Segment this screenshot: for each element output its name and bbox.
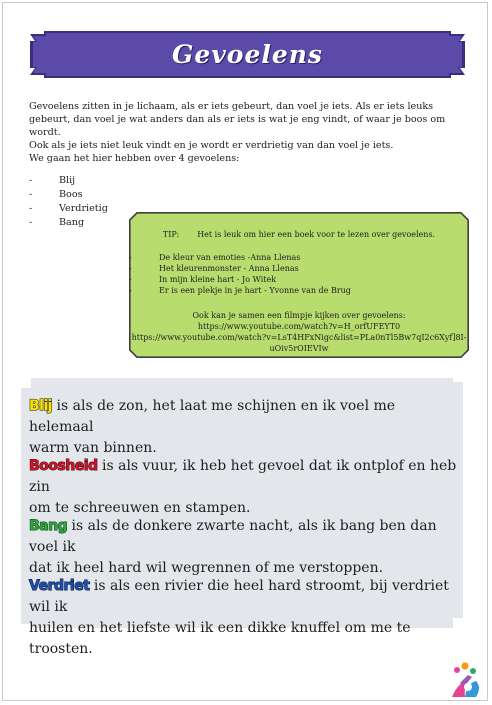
tip-box [129, 212, 469, 358]
intro-line: We gaan het hier hebben over 4 gevoelens: [29, 153, 240, 164]
list-item: - Bang [29, 217, 85, 228]
logo-icon [446, 661, 486, 701]
video-link-1[interactable]: https://www.youtube.com/watch?v=H_orfUFEYT0 [197, 322, 401, 331]
video-link-2-continued[interactable]: uOiv5rOIEVIw [269, 344, 329, 353]
word-blij: Blij [29, 398, 53, 414]
intro-line: gebeurt, dan voel je wat anders dan als er iets is wat je eng vindt, of waar je boos om wordt. [29, 114, 446, 138]
definition-verdriet: Verdriet is als een rivier die heel hard stroomt, bij verdriet wil ik huilen en het liefste wil ik een dikke knuffel om me te troosten. [29, 578, 449, 657]
list-item: - In mijn kleine hart - Jo Witek [129, 275, 277, 284]
definition-blij: Blij is als de zon, het laat me schijnen en ik voel me helemaal warm van binnen. [29, 398, 396, 456]
intro-text [29, 100, 469, 165]
title-banner [30, 31, 465, 78]
page-title: Gevoelens [171, 40, 324, 69]
list-item: - Het kleurenmonster - Anna Llenas [129, 264, 299, 273]
movie-section [129, 310, 469, 354]
word-verdriet: Verdriet [29, 578, 90, 594]
movie-intro: Ook kan je samen een filmpje kijken over gevoelens: [192, 311, 406, 320]
tip-text: Het is leuk om hier een boek voor te lezen over gevoelens. [197, 230, 436, 239]
feelings-list [29, 174, 108, 230]
intro-line: Ook als je iets niet leuk vindt en je wordt er verdrietig van dan voel je iets. [29, 140, 394, 151]
definitions-panel [21, 378, 463, 657]
video-link-2[interactable]: https://www.youtube.com/watch?v=LsT4HFxNigc&list=PLa0nTl5Bw7qI2c6Xyf]8I- [131, 333, 467, 342]
list-item: - Verdrietig [29, 203, 108, 214]
definition-bang: Bang is als de donkere zwarte nacht, als ik bang ben dan voel ik dat ik heel hard wil wegrennen of me verstoppen. [29, 518, 437, 576]
tip-label: TIP: [162, 230, 180, 239]
tip-heading [129, 229, 469, 240]
intro-line: Gevoelens zitten in je lichaam, als er iets gebeurt, dan voel je iets. Als er iets leuks [29, 101, 434, 112]
tip-content [129, 212, 469, 358]
list-item: - Er is een plekje in je hart - Yvonne van de Brug [129, 286, 351, 295]
word-bang: Bang [29, 518, 68, 534]
list-item: - Boos [29, 189, 83, 200]
list-item: - De kleur van emoties -Anna Llenas [129, 253, 301, 262]
definition-boosheid: Boosheid is als vuur, ik heb het gevoel dat ik ontplof en heb zin om te schreeuwen en stampen. [29, 458, 457, 516]
list-item: - Blij [29, 175, 76, 186]
word-boosheid: Boosheid [29, 458, 98, 474]
book-list [129, 252, 351, 296]
